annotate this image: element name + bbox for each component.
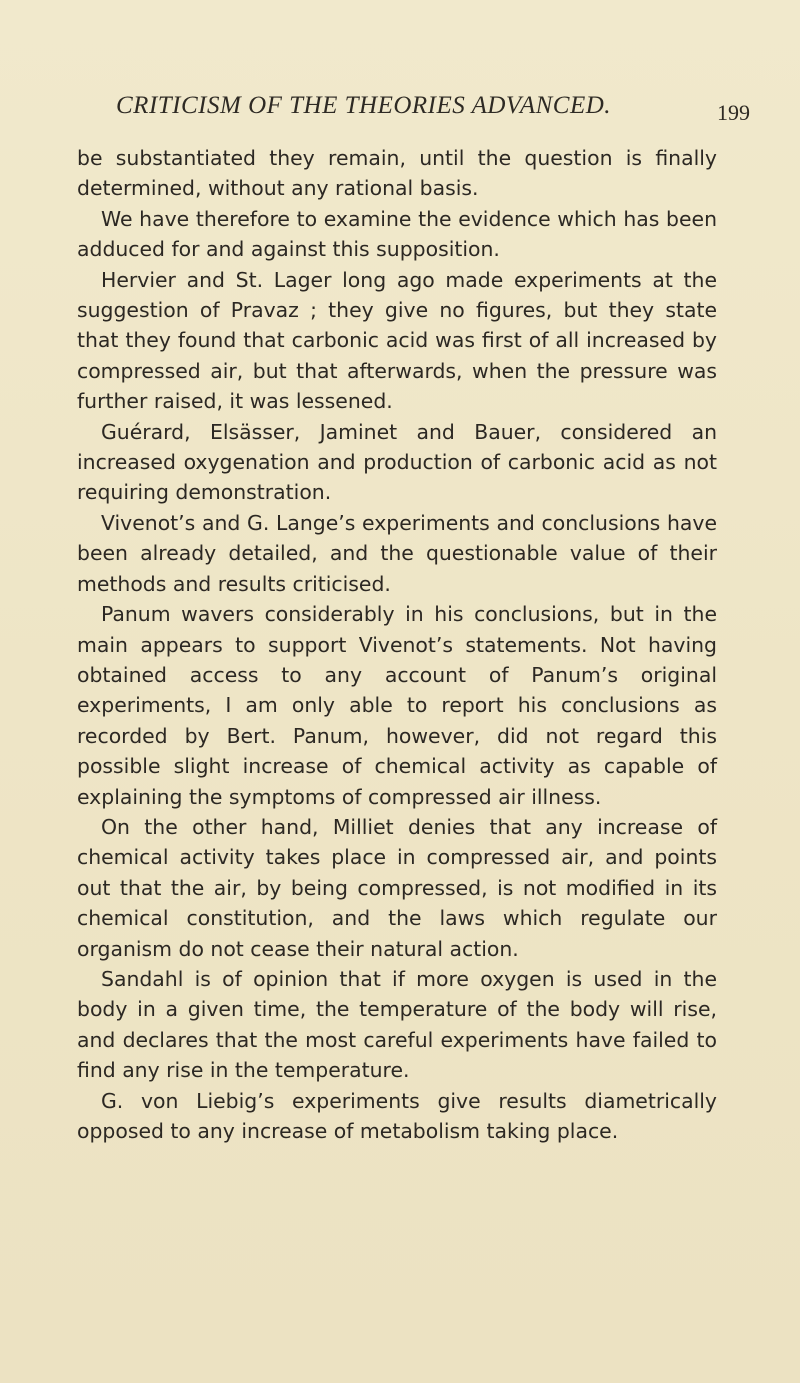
paragraph: On the other hand, Milliet denies that any increase of chemical activity takes place in compressed air, and points out that the air, by being compressed, is not modified in its chemical constitution, and the laws which regulate our organism do not cease their natural action. (77, 814, 717, 961)
page-number: 199 (717, 100, 750, 125)
paragraph: We have therefore to examine the evidence which has been adduced for and against this supposition. (77, 206, 717, 262)
paragraph: Vivenot’s and G. Lange’s experiments and conclusions have been already detailed, and the questionable value of their methods and results criticised. (77, 510, 717, 596)
paragraph: Sandahl is of opinion that if more oxygen is used in the body in a given time, the temperature of the body will rise, and declares that the most careful experiments have failed to find any rise in the temperature. (77, 966, 717, 1083)
paragraph: be substantiated they remain, until the question is finally determined, without any rational basis. (77, 146, 717, 201)
paragraph: G. von Liebig’s experiments give results diametrically opposed to any increase of metabolism taking place. (77, 1088, 717, 1143)
paragraph: Guérard, Elsässer, Jaminet and Bauer, considered an increased oxygenation and production of carbonic acid as not requiring demonstration. (77, 419, 717, 505)
body-text (77, 143, 717, 1146)
running-title: CRITICISM OF THE THEORIES ADVANCED. (116, 92, 612, 119)
paragraph: Hervier and St. Lager long ago made experiments at the suggestion of Pravaz ; they give no figures, but they state that they found that carbonic acid was first of all increased by compressed air, but that afterwards, when the pressure was further raised, it was lessened. (77, 267, 717, 414)
paragraph: Panum wavers considerably in his conclusions, but in the main appears to support Vivenot’s statements. Not having obtained access to any account of Panum’s original experiments, I am only able to report his conclusions as recorded by Bert. Panum, however, did not regard this possible slight increase of chemical activity as capable of explaining the symptoms of compressed air illness. (77, 602, 717, 809)
